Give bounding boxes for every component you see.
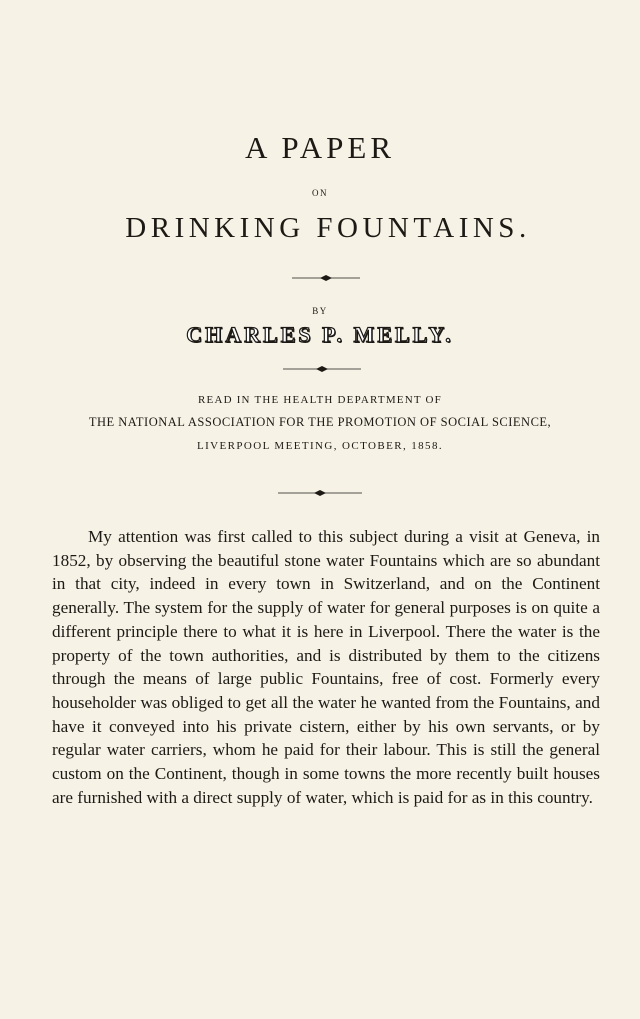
title-main: A PAPER	[244, 130, 396, 165]
ornament-divider-3	[278, 488, 362, 498]
ornament-divider-1	[292, 273, 360, 283]
imprint-association: THE NATIONAL ASSOCIATION FOR THE PROMOTION OF SOCIAL SCIENCE,	[88, 415, 552, 429]
ornament-divider-2	[283, 364, 361, 374]
title-on: ON	[312, 188, 328, 198]
byline-by: BY	[312, 306, 328, 316]
author-name: CHARLES P. MELLY.	[186, 322, 454, 347]
body-paragraph: My attention was first called to this subject during a visit at Geneva, in 1852, by observing the beautiful stone water Fountains which are so abundant in that city, indeed in every town in Switzerland, and on the Continent generally. The system for the supply of water for general purposes is on quite a different principle there to what it is here in Liverpool. There the water is the property of the town authorities, and is distributed by them to the citizens through the means of large public Fountains, free of cost. Formerly every householder was obliged to get all the water he wanted from the Fountains, and have it conveyed into his private cistern, either by his own servants, or by regular water carriers, whom he paid for their labour. This is still the general custom on the Continent, though in some towns the more recently built houses are furnished with a direct supply of water, which is paid for as in this country.	[52, 527, 600, 807]
title-subject: DRINKING FOUNTAINS.	[125, 212, 531, 244]
imprint-read: READ IN THE HEALTH DEPARTMENT OF	[198, 394, 442, 406]
imprint-meeting: LIVERPOOL MEETING, OCTOBER, 1858.	[196, 440, 444, 452]
